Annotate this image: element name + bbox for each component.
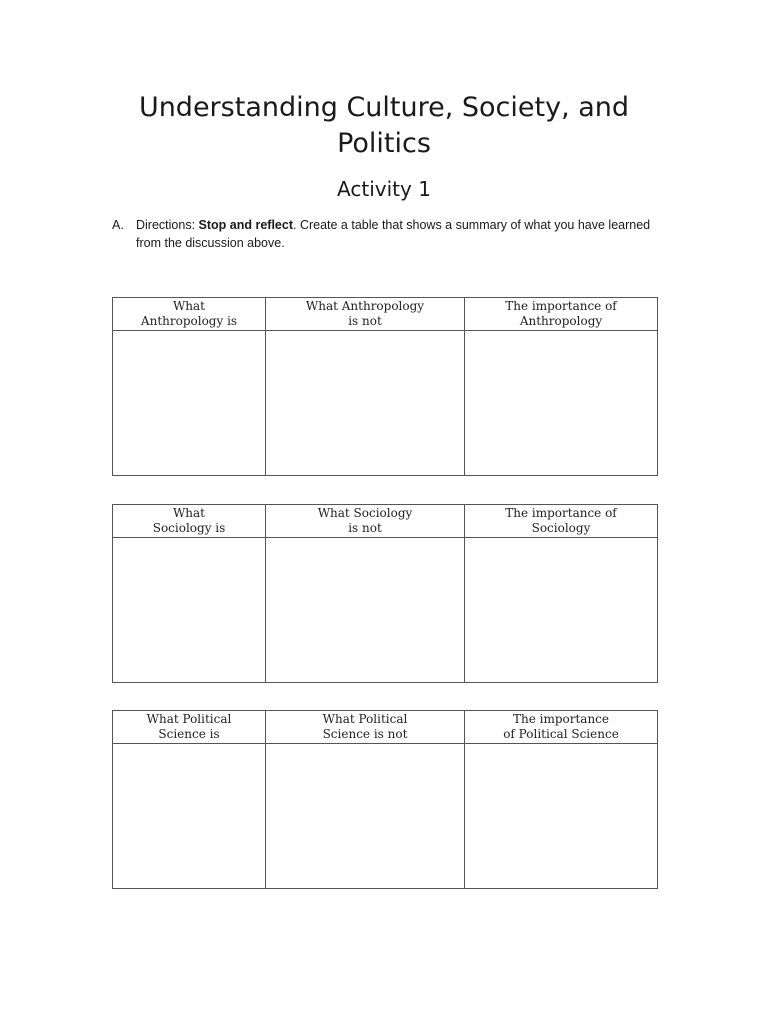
- answer-cell[interactable]: [266, 744, 465, 889]
- header-cell: The importance of Political Science: [465, 711, 658, 744]
- answer-cell[interactable]: [113, 538, 266, 683]
- header-cell: What Political Science is not: [266, 711, 465, 744]
- header-cell: What Sociology is: [113, 505, 266, 538]
- header-cell: What Sociology is not: [266, 505, 465, 538]
- header-cell: The importance of Anthropology: [465, 298, 658, 331]
- answer-cell[interactable]: [465, 538, 658, 683]
- answer-cell[interactable]: [266, 538, 465, 683]
- header-cell: What Anthropology is: [113, 298, 266, 331]
- directions-text-line2: from the discussion above.: [136, 236, 285, 250]
- list-marker: A.: [112, 218, 124, 232]
- directions-emphasis: Stop and reflect: [198, 218, 293, 232]
- answer-cell[interactable]: [465, 331, 658, 476]
- anthropology-table: [112, 297, 658, 476]
- answer-cell[interactable]: [113, 331, 266, 476]
- header-cell: The importance of Sociology: [465, 505, 658, 538]
- answer-cell[interactable]: [113, 744, 266, 889]
- activity-heading: Activity 1: [337, 177, 431, 201]
- political-science-table: [112, 710, 658, 889]
- title-line-1: Understanding Culture, Society, and: [138, 92, 630, 123]
- directions-prefix: Directions:: [136, 218, 199, 232]
- header-cell: What Anthropology is not: [266, 298, 465, 331]
- document-title: [100, 90, 668, 162]
- directions-paragraph: [112, 216, 672, 252]
- title-line-2: Politics: [337, 128, 431, 159]
- directions-text: . Create a table that shows a summary of what you have learned: [293, 218, 651, 232]
- answer-cell[interactable]: [266, 331, 465, 476]
- header-cell: What Political Science is: [113, 711, 266, 744]
- sociology-table: [112, 504, 658, 683]
- answer-cell[interactable]: [465, 744, 658, 889]
